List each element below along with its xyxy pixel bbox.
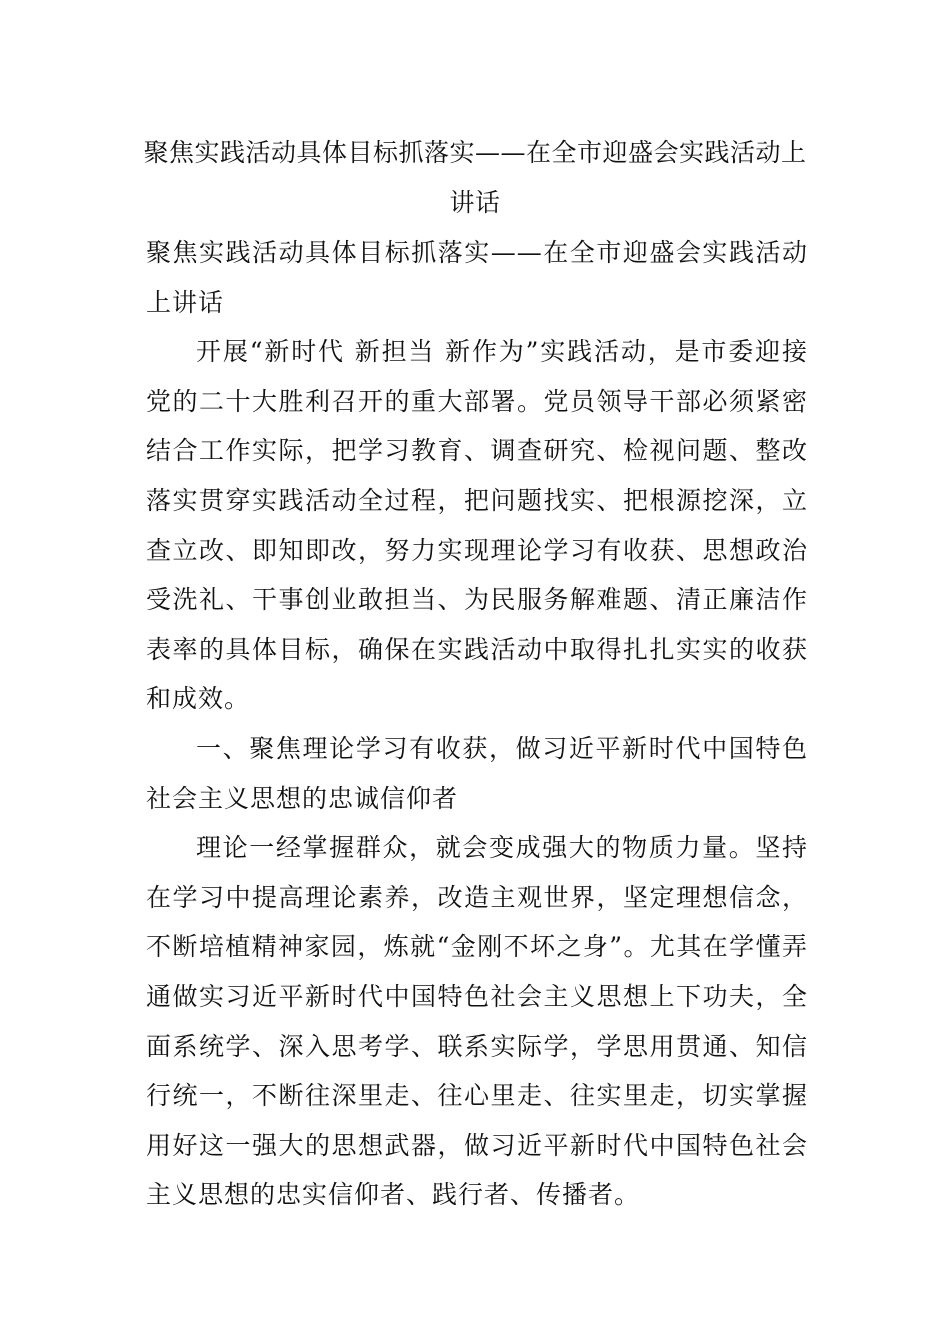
section-heading-1: 一、聚焦理论学习有收获，做习近平新时代中国特色社会主义思想的忠诚信仰者 — [146, 733, 808, 813]
document-subtitle: 聚焦实践活动具体目标抓落实——在全市迎盛会实践活动上讲话 — [146, 238, 808, 317]
paragraph-intro: 开展“新时代 新担当 新作为”实践活动，是市委迎接党的二十大胜利召开的重大部署。党员领导干部必须紧密结合工作实际，把学习教育、调查研究、检视问题、整改落实贯穿实践活动全过程，把问题找实、把根源挖深，立查立改、即知即改，努力实现理论学习有收获、思想政治受洗礼、干事创业敢担当、为民服务解难题、清正廉洁作表率的具体目标，确保在实践活动中取得扎扎实实的收获和成效。 — [146, 337, 808, 714]
document-title: 聚焦实践活动具体目标抓落实——在全市迎盛会实践活动上讲话 — [143, 138, 807, 217]
document-body — [146, 228, 808, 1220]
paragraph-section-1: 理论一经掌握群众，就会变成强大的物质力量。坚持在学习中提高理论素养，改造主观世界，坚定理想信念，不断培植精神家园，炼就“金刚不坏之身”。尤其在学懂弄通做实习近平新时代中国特色社会主义思想上下功夫，全面系统学、深入思考学、联系实际学，学思用贯通、知信行统一，不断往深里走、往心里走、往实里走，切实掌握用好这一强大的思想武器，做习近平新时代中国特色社会主义思想的忠实信仰者、践行者、传播者。 — [146, 833, 808, 1210]
